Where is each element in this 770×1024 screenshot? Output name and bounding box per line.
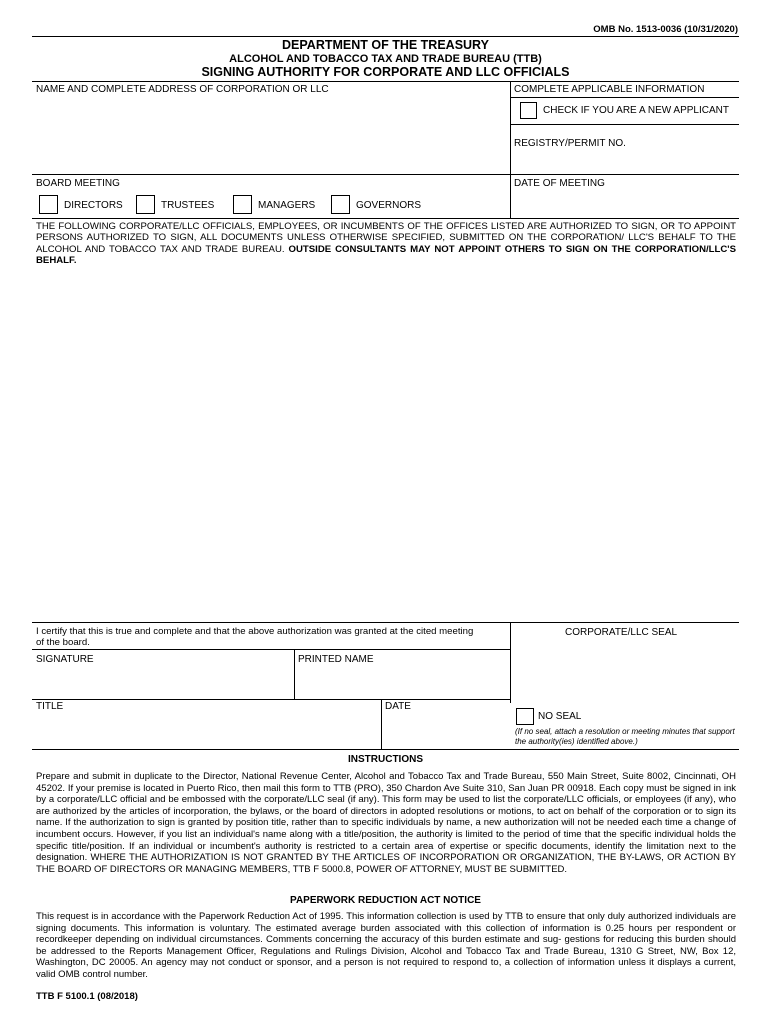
- date-of-meeting-label: DATE OF MEETING: [514, 178, 605, 189]
- registry-permit-field[interactable]: [512, 150, 738, 174]
- signature-field[interactable]: [33, 666, 293, 698]
- department-title: DEPARTMENT OF THE TREASURY: [282, 38, 489, 52]
- managers-label: MANAGERS: [258, 200, 316, 211]
- date-of-meeting-field[interactable]: [512, 191, 738, 217]
- no-seal-checkbox[interactable]: [516, 708, 534, 725]
- omb-number: OMB No. 1513-0036 (10/31/2020): [593, 24, 738, 35]
- title-field[interactable]: [33, 713, 380, 748]
- form-title: SIGNING AUTHORITY FOR CORPORATE AND LLC OFFICIALS: [201, 65, 570, 79]
- date-field[interactable]: [383, 713, 509, 748]
- certify-top-rule: [32, 622, 739, 623]
- form-number: TTB F 5100.1 (08/2018): [36, 991, 138, 1002]
- printed-name-label: PRINTED NAME: [298, 654, 374, 665]
- certify-statement: I certify that this is true and complete and that the above authorization was granted at the cited meeting of the board.: [36, 626, 474, 649]
- name-address-label: NAME AND COMPLETE ADDRESS OF CORPORATION OR LLC: [36, 84, 329, 95]
- trustees-checkbox[interactable]: [136, 195, 155, 214]
- date-label: DATE: [385, 701, 411, 712]
- instructions-heading: INSTRUCTIONS: [348, 754, 423, 765]
- header-top-rule: [32, 36, 739, 37]
- authorization-bold-text: OUTSIDE CONSULTANTS MAY NOT APPOINT OTHERS TO SIGN ON THE CORPORATION/LLC'S BEHALF.: [36, 243, 736, 267]
- authorization-text: THE FOLLOWING CORPORATE/LLC OFFICIALS, EMPLOYEES, OR INCUMBENTS OF THE OFFICES LISTED ARE AUTHORIZED TO SIGN, OR TO APPOINT PERSONS AUTHORIZED TO SIGN, ALL DOCUMENTS UNLESS OTHERWISE SPECIFIED, SUBMITTED ON THE CORPORATION/ LLC'S BEHALF TO THE ALCOHOL AND TOBACCO TAX AND TRADE BUREAU.: [36, 221, 736, 255]
- registry-permit-label: REGISTRY/PERMIT NO.: [514, 138, 626, 149]
- authorization-statement: [36, 221, 736, 267]
- no-seal-note: (If no seal, attach a resolution or meeting minutes that support the authority(ies) identified above.): [515, 727, 735, 746]
- no-seal-label: NO SEAL: [538, 711, 582, 722]
- corporate-seal-area[interactable]: [512, 640, 738, 702]
- authorized-officials-area[interactable]: [33, 270, 738, 620]
- new-applicant-checkbox[interactable]: [520, 102, 537, 119]
- section1-bottom-rule: [32, 174, 739, 175]
- section1-divider: [510, 81, 511, 218]
- directors-label: DIRECTORS: [64, 200, 123, 211]
- name-address-field[interactable]: [33, 97, 509, 174]
- governors-label: GOVERNORS: [356, 200, 422, 211]
- managers-checkbox[interactable]: [233, 195, 252, 214]
- header-bottom-rule: [32, 81, 739, 82]
- governors-checkbox[interactable]: [331, 195, 350, 214]
- complete-info-label: COMPLETE APPLICABLE INFORMATION: [514, 84, 705, 95]
- new-applicant-label: CHECK IF YOU ARE A NEW APPLICANT: [543, 105, 729, 116]
- board-meeting-label: BOARD MEETING: [36, 178, 120, 189]
- title-label: TITLE: [36, 701, 64, 712]
- certify-divider: [510, 622, 511, 703]
- instructions-text: Prepare and submit in duplicate to the Director, National Revenue Center, Alcohol and Tobacco Tax and Trade Bureau, 550 Main Street, Suite 8002, Cincinnati, OH 45202. If your premise is located in Puerto Rico, then mail this form to TTB (PRO), 350 Chardon Ave Suite 310, San Juan PR 00918. Each copy must be signed in ink by a corporate/LLC official and be embossed with the corporate/LLC seal (if any). This form may be used to list the corporate/LLC officials, or employees (if any), who are authorized by the articles of incorporation, the bylaws, or the board of directors in adopted resolutions or motions, to act on behalf of the corporation or to sign its name. If the authorization to sign is granted by position title, rather than to specific individuals by name, a new authorization will not be needed each time a change of incumbent occurs. However, if you list an individual's name along with a title/position, the authority is limited to the period of time that the specific individual holds the specific title/position. If an individual or incumbent's authority is restricted to a certain area of expertise or specific documents, identify the limitation next to the designation. WHERE THE AUTHORIZATION IS NOT GRANTED BY THE ARTICLES OF INCORPORATION OR ORGANIZATION, THE BY-LAWS, OR ACTION BY THE BOARD OF DIRECTORS OR MANAGING MEMBERS, TTB F 5000.8, POWER OF ATTORNEY, MUST BE SUBMITTED.: [36, 771, 736, 875]
- paperwork-heading: PAPERWORK REDUCTION ACT NOTICE: [290, 895, 481, 906]
- corporate-seal-label: CORPORATE/LLC SEAL: [565, 627, 678, 638]
- board-bottom-rule: [32, 218, 739, 219]
- bureau-title: ALCOHOL AND TOBACCO TAX AND TRADE BUREAU (TTB): [229, 53, 542, 65]
- directors-checkbox[interactable]: [39, 195, 58, 214]
- trustees-label: TRUSTEES: [161, 200, 215, 211]
- paperwork-text: This request is in accordance with the Paperwork Reduction Act of 1995. This information collection is used by TTB to ensure that only duly authorized individuals are signing documents. This information is voluntary. The estimated average burden associated with this collection of information is 0.25 hours per respondent or recordkeeper depending on individual circumstances. Comments concerning the accuracy of this burden estimate and sug- gestions for reducing this burden should be addressed to the Reports Management Officer, Regulations and Rulings Division, Alcohol and Tobacco Tax and Trade Bureau, 1310 G Street, NW, Box 12, Washington, DC 20005. An agency may not conduct or sponsor, and a person is not required to respond to, a collection of information unless it displays a current, valid OMB control number.: [36, 911, 736, 980]
- certify-bottom-rule: [32, 749, 739, 750]
- printed-name-field[interactable]: [296, 666, 509, 698]
- signature-label: SIGNATURE: [36, 654, 94, 665]
